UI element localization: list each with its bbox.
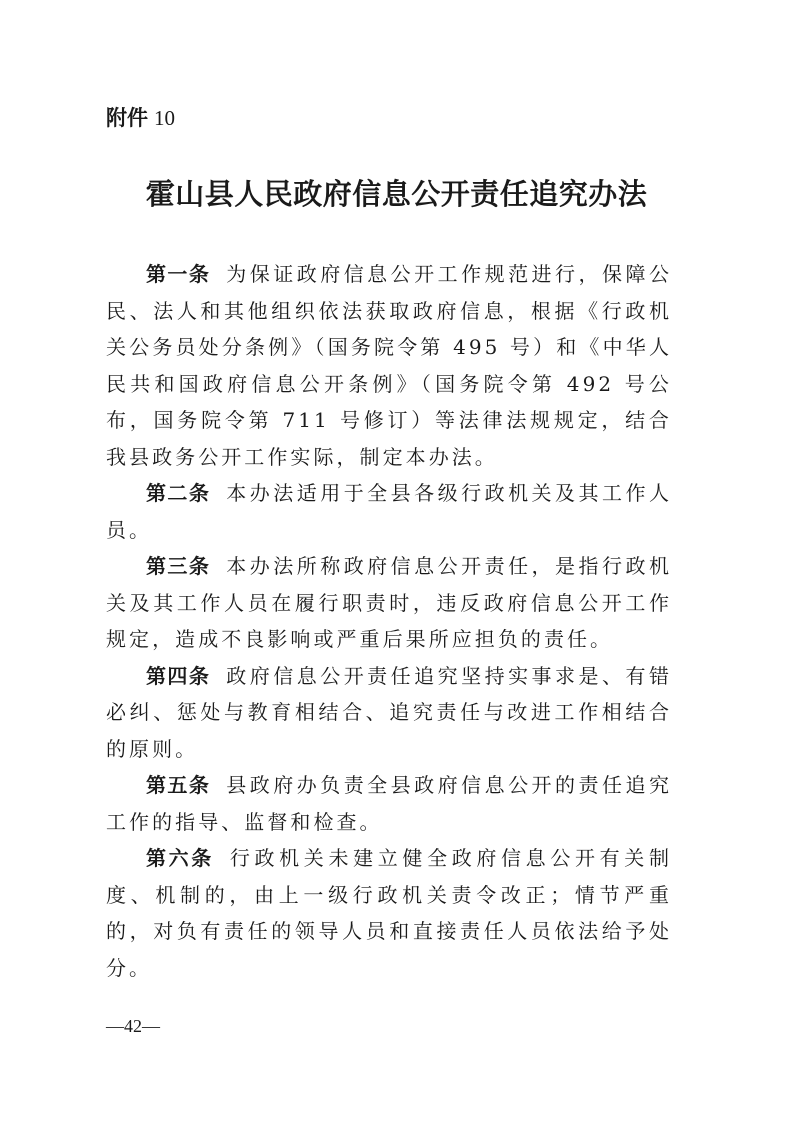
- article-number: 第四条: [146, 663, 211, 688]
- article-number: 第一条: [146, 262, 211, 286]
- article-number: 第三条: [146, 554, 211, 578]
- article-number: 第六条: [146, 846, 214, 870]
- article-text: 政府信息公开责任追究坚持实事求是、有错必纠、惩处与教育相结合、追究责任与改进工作相结合的原则。: [106, 663, 673, 761]
- article-number: 第五条: [146, 773, 211, 797]
- article-text: 为保证政府信息公开工作规范进行，保障公民、法人和其他组织依法获取政府信息，根据《行政机关公务员处分条例》（国务院令第 495 号）和《中华人民共和国政府信息公开条例》（国务院令第 492 号公布，国务院令第 711 号修订）等法律法规规定，结合我县政务公开工作实际，制定本办法。: [106, 262, 673, 469]
- article-text: 本办法适用于全县各级行政机关及其工作人员。: [106, 481, 673, 542]
- article-4: [106, 658, 672, 768]
- page-number: —42—: [106, 1016, 160, 1036]
- document-body: [106, 256, 672, 986]
- article-3: [106, 548, 672, 658]
- article-number: 第二条: [146, 481, 211, 505]
- article-5: [106, 767, 672, 840]
- attachment-label-text: 附件: [106, 106, 148, 130]
- attachment-label: [106, 103, 175, 133]
- article-text: 县政府办负责全县政府信息公开的责任追究工作的指导、监督和检查。: [106, 773, 673, 834]
- attachment-number: 10: [154, 106, 175, 130]
- article-text: 本办法所称政府信息公开责任，是指行政机关及其工作人员在履行职责时，违反政府信息公开工作规定，造成不良影响或严重后果所应担负的责任。: [106, 554, 673, 651]
- article-2: [106, 475, 672, 548]
- article-1: [106, 256, 672, 475]
- document-title: 霍山县人民政府信息公开责任追究办法: [145, 177, 648, 211]
- article-text: 行政机关未建立健全政府信息公开有关制度、机制的，由上一级行政机关责令改正；情节严重的，对负有责任的领导人员和直接责任人员依法给予处分。: [106, 846, 673, 980]
- article-6: [106, 840, 672, 986]
